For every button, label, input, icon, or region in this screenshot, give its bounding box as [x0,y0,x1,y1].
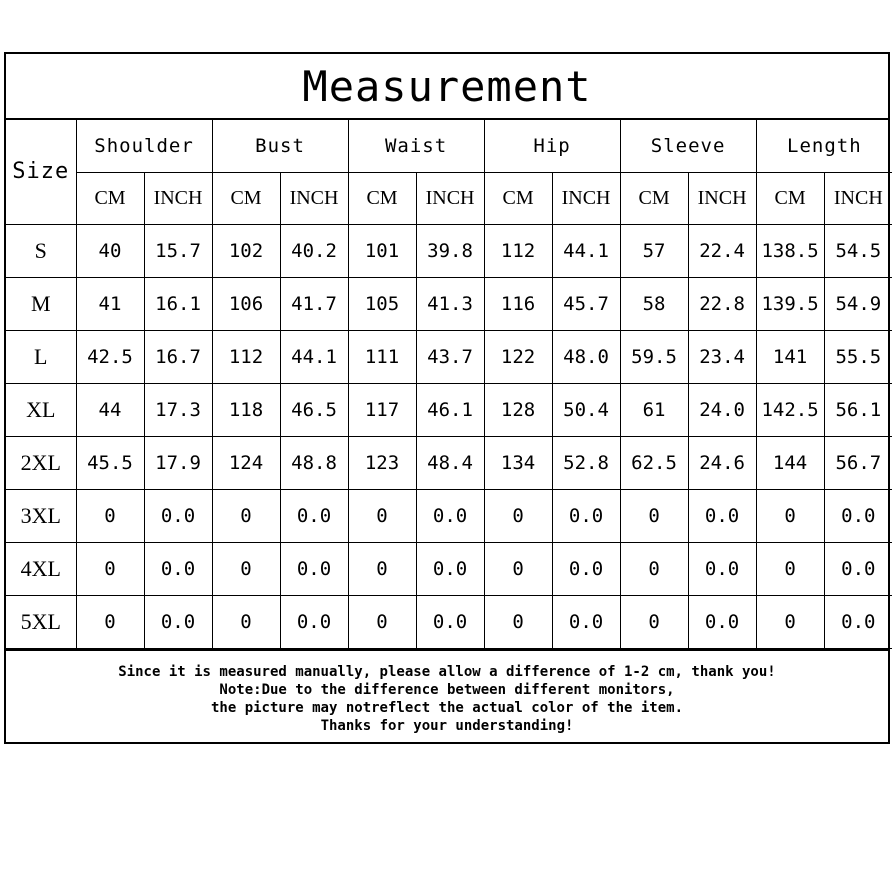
measurement-cell: 0 [620,542,688,595]
table-row [6,489,892,542]
size-label-cell: 4XL [6,542,76,595]
measurement-cell: 15.7 [144,224,212,277]
measurement-cell: 59.5 [620,330,688,383]
measurement-cell: 48.4 [416,436,484,489]
measurement-cell: 0.0 [416,542,484,595]
measurement-cell: 61 [620,383,688,436]
measurement-cell: 46.1 [416,383,484,436]
measurement-cell: 22.4 [688,224,756,277]
size-label-cell: 3XL [6,489,76,542]
measurement-cell: 105 [348,277,416,330]
measurement-cell: 0.0 [688,489,756,542]
measurement-cell: 116 [484,277,552,330]
measurement-cell: 0.0 [824,595,892,648]
measurement-cell: 0 [212,542,280,595]
measurement-cell: 54.5 [824,224,892,277]
measurement-cell: 0 [484,542,552,595]
measurement-cell: 141 [756,330,824,383]
measurement-cell: 0.0 [280,542,348,595]
measurement-cell: 139.5 [756,277,824,330]
measurement-cell: 17.9 [144,436,212,489]
measurement-cell: 62.5 [620,436,688,489]
measurement-cell: 123 [348,436,416,489]
measurement-cell: 17.3 [144,383,212,436]
measurement-cell: 50.4 [552,383,620,436]
measurement-cell: 106 [212,277,280,330]
size-chart [4,52,890,744]
measurement-cell: 39.8 [416,224,484,277]
size-label-cell: L [6,330,76,383]
measurement-cell: 0.0 [552,489,620,542]
measurement-cell: 57 [620,224,688,277]
measurement-cell: 0.0 [144,489,212,542]
measurement-cell: 0 [484,489,552,542]
measurement-cell: 0 [756,489,824,542]
measurement-cell: 23.4 [688,330,756,383]
measurement-cell: 111 [348,330,416,383]
table-row [6,224,892,277]
measurement-cell: 144 [756,436,824,489]
measurement-cell: 42.5 [76,330,144,383]
size-label-cell: 2XL [6,436,76,489]
measurement-cell: 0 [756,595,824,648]
measurement-cell: 43.7 [416,330,484,383]
measurement-cell: 0.0 [552,542,620,595]
group-header-shoulder: Shoulder [76,120,212,172]
measurement-cell: 44 [76,383,144,436]
size-label-cell: XL [6,383,76,436]
unit-header-cm: CM [348,172,416,224]
disclaimer-notes [6,649,888,747]
note-line: Since it is measured manually, please allow a difference of 1-2 cm, thank you! [118,663,776,680]
group-header-sleeve: Sleeve [620,120,756,172]
size-label-cell: M [6,277,76,330]
measurement-cell: 0 [620,489,688,542]
group-header-row [6,120,892,172]
measurement-cell: 0 [620,595,688,648]
unit-header-inch: INCH [416,172,484,224]
group-header-length: Length [756,120,892,172]
measurement-cell: 0.0 [416,595,484,648]
measurement-cell: 0.0 [824,542,892,595]
unit-header-cm: CM [212,172,280,224]
measurement-cell: 41 [76,277,144,330]
table-row [6,595,892,648]
size-column-header: Size [6,120,76,224]
unit-header-row [6,172,892,224]
measurement-cell: 0 [348,595,416,648]
unit-header-inch: INCH [688,172,756,224]
measurement-cell: 44.1 [552,224,620,277]
note-line: the picture may notreflect the actual color of the item. [210,699,683,716]
table-row [6,542,892,595]
chart-title: Measurement [6,54,888,120]
group-header-waist: Waist [348,120,484,172]
measurement-cell: 16.1 [144,277,212,330]
measurement-cell: 0.0 [144,595,212,648]
measurement-cell: 142.5 [756,383,824,436]
unit-header-inch: INCH [552,172,620,224]
measurement-cell: 0 [76,595,144,648]
table-row [6,277,892,330]
measurement-cell: 0.0 [552,595,620,648]
measurement-cell: 55.5 [824,330,892,383]
measurement-cell: 0 [212,489,280,542]
measurement-cell: 0 [76,542,144,595]
measurement-cell: 0 [348,542,416,595]
measurement-cell: 45.7 [552,277,620,330]
measurement-cell: 138.5 [756,224,824,277]
measurement-cell: 45.5 [76,436,144,489]
measurement-cell: 0 [212,595,280,648]
measurement-cell: 117 [348,383,416,436]
measurement-cell: 48.0 [552,330,620,383]
measurement-cell: 52.8 [552,436,620,489]
measurement-cell: 128 [484,383,552,436]
measurement-cell: 46.5 [280,383,348,436]
unit-header-cm: CM [620,172,688,224]
measurement-cell: 112 [212,330,280,383]
group-header-hip: Hip [484,120,620,172]
measurement-cell: 0.0 [280,489,348,542]
measurement-cell: 0 [348,489,416,542]
table-row [6,383,892,436]
measurement-cell: 56.7 [824,436,892,489]
size-label-cell: S [6,224,76,277]
measurement-cell: 24.0 [688,383,756,436]
unit-header-cm: CM [756,172,824,224]
measurement-cell: 16.7 [144,330,212,383]
measurement-table [6,120,892,649]
table-row [6,330,892,383]
measurement-cell: 0.0 [144,542,212,595]
unit-header-inch: INCH [824,172,892,224]
unit-header-inch: INCH [280,172,348,224]
measurement-cell: 54.9 [824,277,892,330]
unit-header-cm: CM [484,172,552,224]
measurement-cell: 22.8 [688,277,756,330]
measurement-cell: 40.2 [280,224,348,277]
measurement-cell: 44.1 [280,330,348,383]
measurement-cell: 134 [484,436,552,489]
measurement-cell: 0.0 [688,595,756,648]
measurement-cell: 41.3 [416,277,484,330]
measurement-cell: 112 [484,224,552,277]
measurement-cell: 0 [484,595,552,648]
unit-header-cm: CM [76,172,144,224]
group-header-bust: Bust [212,120,348,172]
measurement-cell: 122 [484,330,552,383]
measurement-cell: 56.1 [824,383,892,436]
unit-header-inch: INCH [144,172,212,224]
measurement-cell: 0.0 [824,489,892,542]
measurement-cell: 41.7 [280,277,348,330]
measurement-cell: 48.8 [280,436,348,489]
measurement-cell: 118 [212,383,280,436]
measurement-cell: 101 [348,224,416,277]
measurement-cell: 0.0 [416,489,484,542]
measurement-cell: 24.6 [688,436,756,489]
measurement-cell: 0 [76,489,144,542]
measurement-cell: 0.0 [280,595,348,648]
measurement-cell: 0.0 [688,542,756,595]
note-line: Note:Due to the difference between different monitors, [219,681,675,698]
table-row [6,436,892,489]
measurement-cell: 102 [212,224,280,277]
measurement-cell: 40 [76,224,144,277]
note-line: Thanks for your understanding! [320,717,574,734]
measurement-cell: 58 [620,277,688,330]
measurement-cell: 124 [212,436,280,489]
measurement-cell: 0 [756,542,824,595]
size-label-cell: 5XL [6,595,76,648]
